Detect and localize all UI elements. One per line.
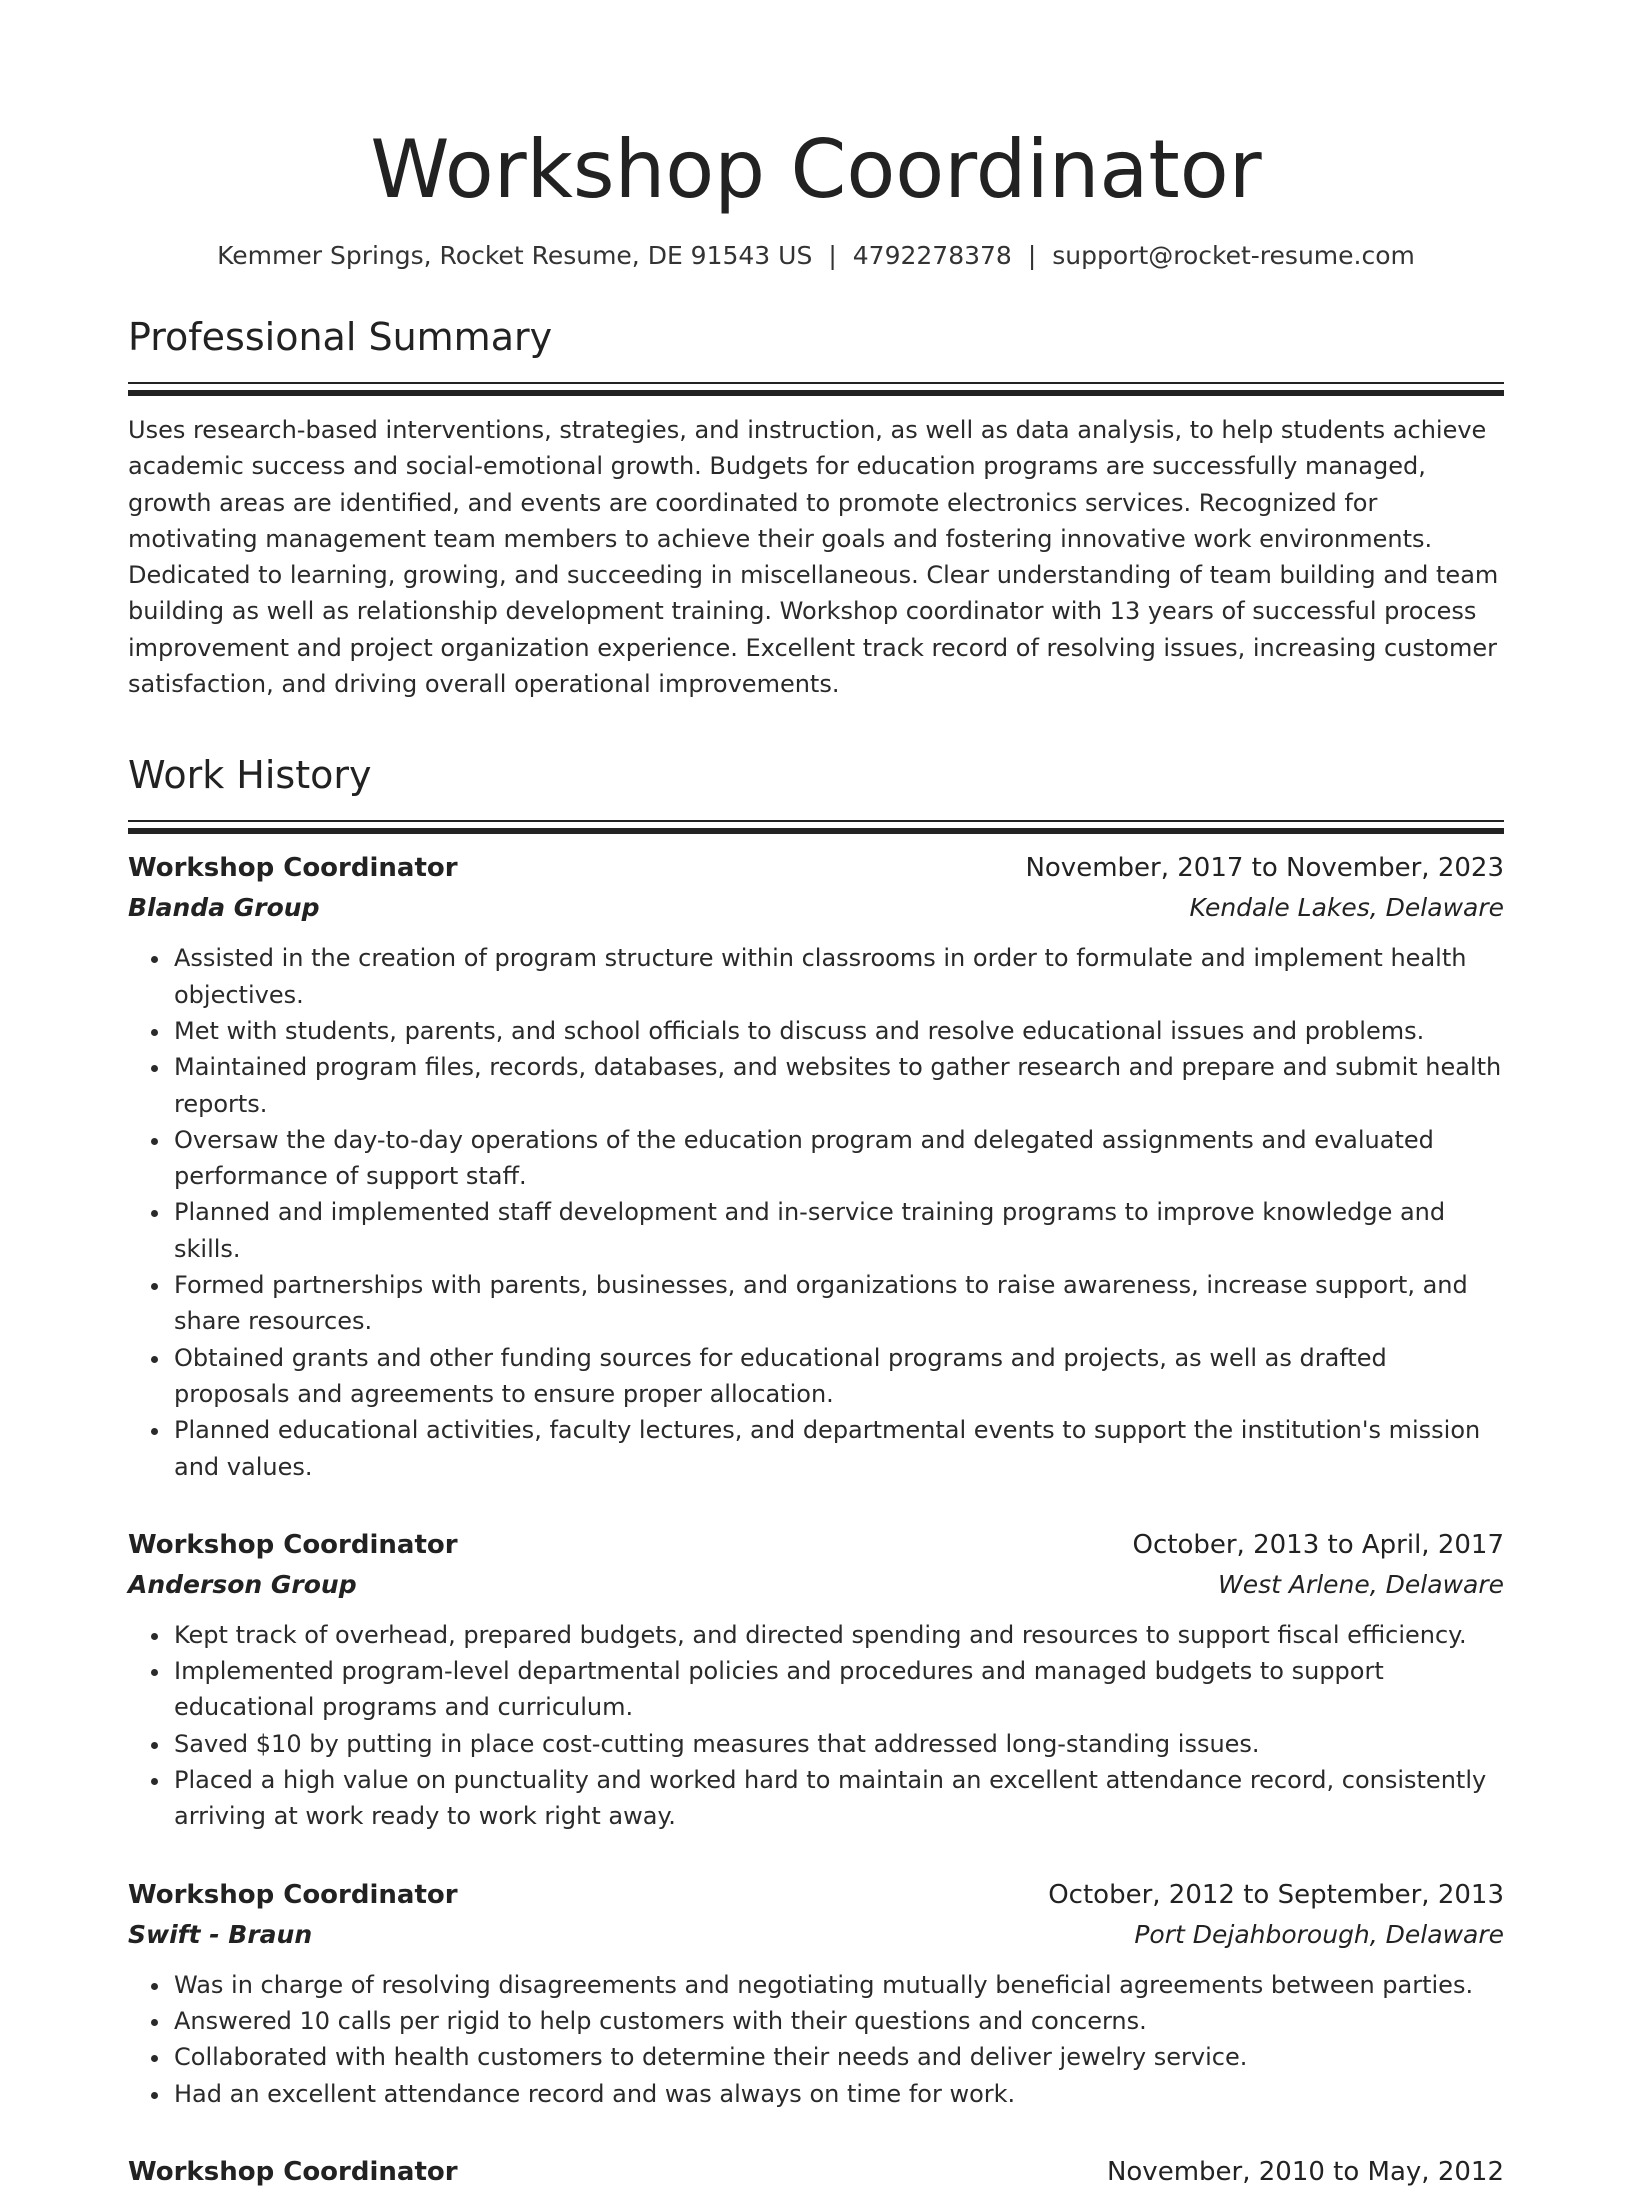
job-entry xyxy=(128,1875,1504,2112)
job-entry xyxy=(128,1525,1504,1835)
section-title: Work History xyxy=(128,753,372,798)
job-dates: November, 2010 to May, 2012 xyxy=(1106,2156,1504,2187)
resume-content xyxy=(128,310,1504,2192)
rule-thick xyxy=(128,390,1504,396)
resume-header xyxy=(0,0,1632,274)
job-title: Workshop Coordinator xyxy=(128,2156,458,2187)
job-bullet: • Planned and implemented staff development and in-service training programs to improve knowledge and skills. xyxy=(172,1194,1504,1267)
job-location: Port Dejahborough, Delaware xyxy=(1134,1919,1504,1949)
job-title: Workshop Coordinator xyxy=(128,1879,458,1910)
job-company-row xyxy=(128,888,1504,928)
candidate-name: Workshop Coordinator xyxy=(370,123,1262,216)
rule-thick xyxy=(128,828,1504,834)
job-header-row xyxy=(128,2152,1504,2192)
job-company-row xyxy=(128,1915,1504,1955)
job-entry xyxy=(128,848,1504,1484)
contact-line xyxy=(0,238,1632,274)
section-rule xyxy=(128,820,1504,834)
job-list xyxy=(128,848,1504,2191)
job-company-row xyxy=(128,1565,1504,1605)
job-dates: November, 2017 to November, 2023 xyxy=(1025,853,1504,884)
contact-separator: | xyxy=(828,241,837,270)
job-entry xyxy=(128,2152,1504,2192)
section-rule xyxy=(128,382,1504,396)
job-bullets xyxy=(128,1967,1504,2112)
summary-text: Uses research-based interventions, strategies, and instruction, as well as data analysis, to help students achieve academic success and social-emotional growth. Budgets for education programs are successfully managed, growth areas are identified, and events are coordinated to promote electronics services. Recognized for motivating management team members to achieve their goals and fostering innovative work environments. Dedicated to learning, growing, and succeeding in miscellaneous. Clear understanding of team building and team building as well as relationship development training. Workshop coordinator with 13 years of successful process improvement and project organization experience. Excellent track record of resolving issues, increasing customer satisfaction, and driving overall operational improvements. xyxy=(128,416,1499,699)
job-bullet: • Saved $10 by putting in place cost-cutting measures that addressed long-standing issues. xyxy=(172,1726,1504,1762)
job-bullet: • Had an excellent attendance record and was always on time for work. xyxy=(172,2076,1504,2112)
contact-phone: 4792278378 xyxy=(852,241,1012,270)
contact-address: Kemmer Springs, Rocket Resume, DE 91543 US xyxy=(217,241,813,270)
job-bullet: • Planned educational activities, faculty lectures, and departmental events to support the institution's mission and values. xyxy=(172,1412,1504,1485)
section-title: Professional Summary xyxy=(128,315,553,359)
job-bullet: • Oversaw the day-to-day operations of the education program and delegated assignments and evaluated performance of support staff. xyxy=(172,1122,1504,1195)
job-company: Blanda Group xyxy=(128,893,320,923)
job-title: Workshop Coordinator xyxy=(128,1529,458,1560)
job-company: Anderson Group xyxy=(128,1569,357,1599)
job-bullet: • Maintained program files, records, databases, and websites to gather research and prepare and submit health reports. xyxy=(172,1049,1504,1122)
job-bullet: • Was in charge of resolving disagreements and negotiating mutually beneficial agreements between parties. xyxy=(172,1967,1504,2003)
job-location: Kendale Lakes, Delaware xyxy=(1189,893,1504,923)
work-history-section xyxy=(128,748,1504,2191)
job-bullet: • Kept track of overhead, prepared budgets, and directed spending and resources to support fiscal efficiency. xyxy=(172,1617,1504,1653)
job-location: West Arlene, Delaware xyxy=(1217,1569,1504,1599)
job-bullet: • Answered 10 calls per rigid to help customers with their questions and concerns. xyxy=(172,2003,1504,2039)
job-header-row xyxy=(128,848,1504,888)
job-dates: October, 2012 to September, 2013 xyxy=(1048,1879,1504,1910)
job-bullet: • Assisted in the creation of program structure within classrooms in order to formulate and implement health objectives. xyxy=(172,940,1504,1013)
job-dates: October, 2013 to April, 2017 xyxy=(1132,1529,1504,1560)
job-bullets xyxy=(128,1617,1504,1835)
rule-thin xyxy=(128,382,1504,384)
contact-email: support@rocket-resume.com xyxy=(1052,241,1415,270)
contact-separator: | xyxy=(1027,241,1037,270)
job-title: Workshop Coordinator xyxy=(128,853,458,884)
job-header-row xyxy=(128,1525,1504,1565)
job-bullet: • Met with students, parents, and school officials to discuss and resolve educational issues and problems. xyxy=(172,1013,1504,1049)
job-bullet: • Obtained grants and other funding sources for educational programs and projects, as well as drafted proposals and agreements to ensure proper allocation. xyxy=(172,1340,1504,1413)
job-bullet: • Formed partnerships with parents, businesses, and organizations to raise awareness, increase support, and share resources. xyxy=(172,1267,1504,1340)
job-bullets xyxy=(128,940,1504,1484)
job-header-row xyxy=(128,1875,1504,1915)
job-company: Swift - Braun xyxy=(128,1919,313,1949)
job-bullet: • Implemented program-level departmental policies and procedures and managed budgets to support educational programs and curriculum. xyxy=(172,1653,1504,1726)
rule-thin xyxy=(128,820,1504,822)
summary-section xyxy=(128,310,1504,702)
job-bullet: • Placed a high value on punctuality and worked hard to maintain an excellent attendance record, consistently arriving at work ready to work right away. xyxy=(172,1762,1504,1835)
job-bullet: • Collaborated with health customers to determine their needs and deliver jewelry service. xyxy=(172,2039,1504,2075)
